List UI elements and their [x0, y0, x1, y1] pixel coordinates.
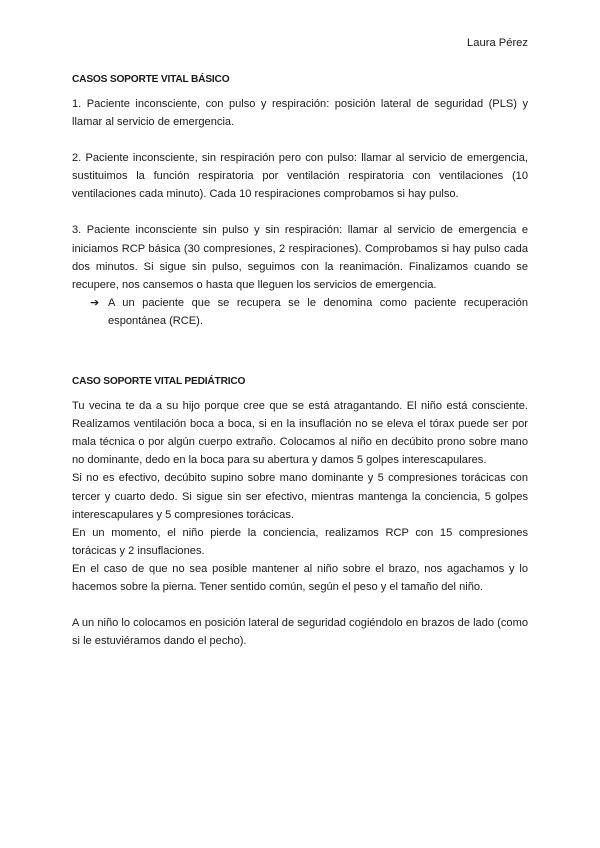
author-name: Laura Pérez	[467, 37, 528, 49]
case-2-paragraph: 2. Paciente inconsciente, sin respiración pero con pulso: llamar al servicio de emergencia, sustituimos la función respiratoria por ventilación respiratoria con ventilaciones (10 ventilaciones cada minuto). Cada 10 respiraciones comprobamos si hay pulso.	[72, 152, 528, 201]
case-3-paragraph: 3. Paciente inconsciente sin pulso y sin respiración: llamar al servicio de emergencia e iniciamos RCP básica (30 compresiones, 2 respiraciones). Comprobamos si hay pulso cada dos minutos. Si sigue sin pulso, seguimos con la reanimación. Finalizamos cuando se recupere, nos cansemos o hasta que lleguen los servicios de emergencia.	[72, 224, 528, 291]
pediatric-paragraph-1: Tu vecina te da a su hijo porque cree que se está atragantando. El niño está consciente. Realizamos ventilación boca a boca, si en la insuflación no se eleva el tórax puede ser por mala técnica o por algún cuerpo extraño. Colocamos al niño en decúbito prono sobre mano no dominante, dedo en la boca para su abertura y damos 5 golpes interescapulares.	[72, 400, 528, 467]
pediatric-paragraph-2: Si no es efectivo, decúbito supino sobre mano dominante y 5 compresiones torácicas con tercer y cuarto dedo. Si sigue sin ser efectivo, mientras mantenga la conciencia, 5 golpes interescapulares y 5 compresiones torácicas.	[72, 472, 528, 521]
case-1-paragraph: 1. Paciente inconsciente, con pulso y respiración: posición lateral de seguridad (PLS) y llamar al servicio de emergencia.	[72, 98, 528, 129]
pediatric-paragraph-5: A un niño lo colocamos en posición lateral de seguridad cogiéndolo en brazos de lado (como si le estuviéramos dando el pecho).	[72, 617, 528, 648]
document-body	[72, 73, 528, 650]
section-title-pediatric-life-support: CASO SOPORTE VITAL PEDIÁTRICO	[72, 376, 246, 388]
section-title-basic-life-support: CASOS SOPORTE VITAL BÁSICO	[72, 74, 230, 85]
pediatric-paragraph-3: En un momento, el niño pierde la conciencia, realizamos RCP con 15 compresiones torácicas y 2 insuflaciones.	[72, 526, 528, 557]
bullet-item	[72, 294, 528, 330]
arrow-bullet-icon: ➔	[90, 296, 100, 309]
pediatric-paragraph-4: En el caso de que no sea posible mantener al niño sobre el brazo, nos agachamos y lo hacemos sobre la pierna. Tener sentido común, según el peso y el tamaño del niño.	[72, 562, 528, 593]
bullet-text: A un paciente que se recupera se le denomina como paciente recuperación espontánea (RCE).	[108, 296, 528, 327]
